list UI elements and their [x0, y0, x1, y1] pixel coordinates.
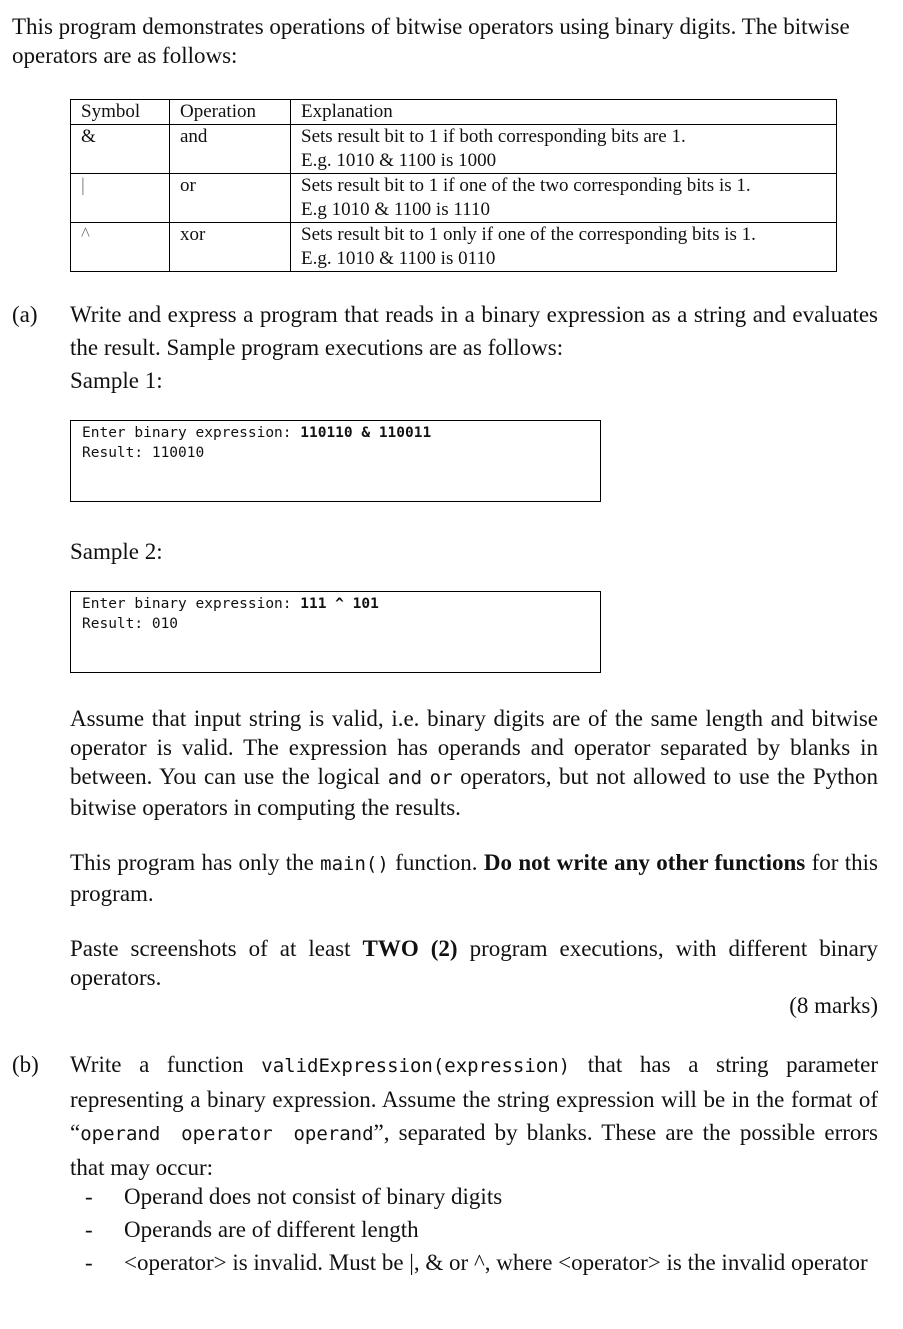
- example-line: E.g. 1010 & 1100 is 0110: [301, 248, 496, 269]
- part-a-marks: (8 marks): [789, 993, 878, 1018]
- or-keyword: or: [429, 767, 453, 789]
- sample1-title: Sample 1:: [70, 368, 163, 393]
- main-function-paragraph: [70, 848, 878, 908]
- sample2-console: [70, 591, 601, 673]
- part-a-label: (a): [12, 302, 38, 327]
- explanation-cell: [291, 223, 837, 272]
- console-input-line: [82, 423, 589, 443]
- console-prompt: Enter binary expression:: [82, 425, 301, 441]
- part-b-text-3: ”, separated by blanks. These are the possible errors that may occur:: [70, 1120, 878, 1180]
- paste-paragraph: [70, 934, 878, 992]
- part-b-text-2: that has a string parameter representing a binary expression. Assume the string expression will be in the format of “: [70, 1052, 879, 1145]
- console-user-input: 110110 & 110011: [300, 425, 432, 441]
- symbol-cell: &: [71, 125, 170, 174]
- part-b-paragraph: [70, 1048, 878, 1184]
- main-text-2: function.: [395, 850, 478, 875]
- symbol-cell: |: [71, 174, 170, 223]
- table-row: [71, 223, 837, 272]
- format-code: operand operator operand: [80, 1123, 374, 1145]
- example-line: E.g 1010 & 1100 is 1110: [301, 199, 490, 220]
- header-symbol: Symbol: [71, 100, 170, 125]
- console-result-line: Result: 110010: [82, 445, 205, 461]
- part-a-task: Write and express a program that reads in a binary expression as a string and evaluates the result. Sample program executions are as follows:: [70, 302, 878, 360]
- paste-bold-text: TWO (2): [362, 936, 458, 961]
- sample1-console: [70, 420, 601, 502]
- intro-paragraph: This program demonstrates operations of bitwise operators using binary digits. The bitwise operators are as follows:: [12, 14, 850, 68]
- main-text-3: for this program.: [70, 850, 878, 906]
- error-list: [85, 1180, 875, 1279]
- console-result-line: Result: 010: [82, 616, 179, 632]
- list-item: - Operand does not consist of binary digits: [85, 1180, 875, 1213]
- explanation-cell: [291, 174, 837, 223]
- console-input-line: [82, 594, 589, 614]
- table-header-row: [71, 100, 837, 125]
- assume-text-2: operators, but not allowed to use the Python bitwise operators in computing the results.: [70, 764, 879, 820]
- operation-cell: and: [170, 125, 291, 174]
- explanation-cell: [291, 125, 837, 174]
- assumption-paragraph: [70, 704, 878, 822]
- main-text-1: This program has only the: [70, 850, 314, 875]
- main-function-code: main(): [320, 853, 389, 875]
- assume-text-1: Assume that input string is valid, i.e. binary digits are of the same length and bitwise operator is valid. The expression has operands and operator separated by blanks in between. You can use the logical: [70, 706, 878, 789]
- table-row: [71, 125, 837, 174]
- main-bold-text: Do not write any other functions: [483, 850, 806, 875]
- list-item: - Operands are of different length: [85, 1213, 875, 1246]
- valid-expression-code: validExpression(expression): [261, 1055, 571, 1077]
- part-b-label: (b): [12, 1052, 39, 1077]
- console-user-input: 111 ^ 101: [300, 596, 379, 612]
- part-b-text-1: Write a function: [70, 1052, 244, 1077]
- symbol-cell: ^: [71, 223, 170, 272]
- operation-cell: xor: [170, 223, 291, 272]
- bitwise-operators-table: [70, 99, 837, 272]
- list-item: - <operator> is invalid. Must be |, & or ^, where <operator> is the invalid operator: [85, 1246, 875, 1279]
- example-line: E.g. 1010 & 1100 is 1000: [301, 150, 497, 171]
- paste-text-2: program executions, with different binary operators.: [70, 936, 879, 990]
- table-row: [71, 174, 837, 223]
- paste-text-1: Paste screenshots of at least: [70, 936, 351, 961]
- and-keyword: and: [387, 767, 423, 789]
- explanation-line: Sets result bit to 1 only if one of the corresponding bits is 1.: [301, 224, 756, 245]
- explanation-line: Sets result bit to 1 if both corresponding bits are 1.: [301, 126, 686, 147]
- explanation-line: Sets result bit to 1 if one of the two corresponding bits is 1.: [301, 175, 751, 196]
- sample2-title: Sample 2:: [70, 539, 163, 564]
- header-explanation: Explanation: [291, 100, 837, 125]
- header-operation: Operation: [170, 100, 291, 125]
- console-prompt: Enter binary expression:: [82, 596, 301, 612]
- operation-cell: or: [170, 174, 291, 223]
